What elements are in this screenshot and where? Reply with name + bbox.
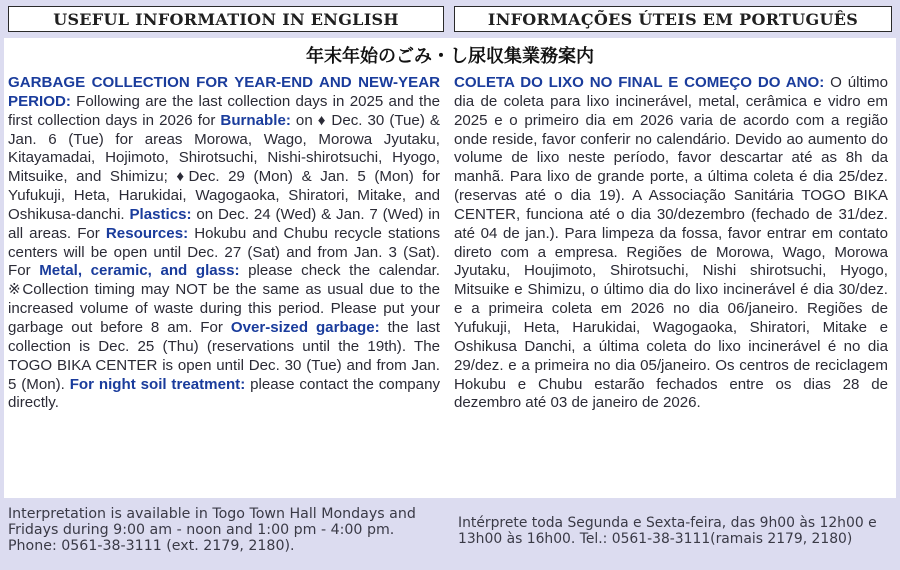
english-intro-text: Following are the last collection days in 2025 and the first collection days in 2026 for: [8, 92, 440, 129]
portuguese-section-header: INFORMAÇÕES ÚTEIS EM PORTUGUÊS: [454, 6, 892, 32]
english-section-header: USEFUL INFORMATION IN ENGLISH: [8, 6, 444, 32]
portuguese-heading: COLETA DO LIXO NO FINAL E COMEÇO DO ANO:: [454, 74, 825, 91]
oversized-garbage-heading: Over-sized garbage:: [230, 318, 380, 336]
oversized-garbage-text: the last collection is Dec. 25 (Thu) (reservations until the 19th). The TOGO BIKA CENTER is open until Dec. 30 (Tue) and from Jan. 5 (Mon).: [8, 318, 441, 393]
content-panel: [4, 38, 896, 498]
resources-heading: Resources:: [105, 224, 189, 242]
metal-ceramic-glass-heading: Metal, ceramic, and glass:: [39, 262, 240, 280]
portuguese-text: O último dia de coleta para lixo incinerável, metal, cerâmica e vidro em 2025 e o primeiro dia em 2026 varia de acordo com a região onde reside, favor conferir no calendário. Devido ao aumento do volume de lixo neste período, favor descartar até as 8h da manhã. Para lixo de grande porte, a última coleta é dia 25/dez. (reservas até o dia 19). A Associação Sanitária TOGO BIKA CENTER, funciona até o dia 30/dezembro (fechado de 31/dez. até 04 de jan.). Para limpeza da fossa, favor entrar em contato direto com a empresa. Regiões de Morowa, Wago, Morowa Jyutaku, Houjimoto, Shirotsuchi, Nishi shirotsuchi, Hyogo, Mitsuike e Shimizu, o último dia do lixo incinerável é dia 30/dez. e a primeira coleta em 2026 no dia 06/janeiro. Regiões de Yufukuji, Heta, Harukidai, Wagogaoka, Shiratori, Mitake e Oshikusa Danchi, a última coleta do lixo incinerável é no dia 29/dez. e a primeira no dia 05/janeiro. Os centros de reciclagem Hokubu e Chubu estarão fechados entre os dias 28 de dezembro até 03 de janeiro de 2026.: [454, 74, 888, 412]
japanese-title: 年末年始のごみ・し尿収集業務案内: [306, 46, 594, 67]
metal-ceramic-glass-text: please check the calendar. ※Collection timing may NOT be the same as usual due to the increased volume of waste during this period. Please put your garbage out before 8 am. For: [8, 262, 440, 336]
english-intro-heading: GARBAGE COLLECTION FOR YEAR-END AND NEW-YEAR PERIOD:: [8, 74, 440, 110]
english-interpretation-footer: Interpretation is available in Togo Town Hall Mondays and Fridays during 9:00 am - noon and 1:00 pm - 4:00 pm. Phone: 0561-38-3111 (ext. 2179, 2180).: [8, 506, 416, 554]
plastics-text: on Dec. 24 (Wed) & Jan. 7 (Wed) in all areas. For: [8, 205, 440, 242]
plastics-heading: Plastics:: [129, 205, 192, 223]
portuguese-interpretation-footer: Intérprete toda Segunda e Sexta-feira, das 9h00 às 12h00 e 13h00 às 16h00. Tel.: 0561-38-3111(ramais 2179, 2180): [458, 515, 877, 547]
burnable-heading: Burnable:: [220, 111, 291, 129]
burnable-text: on ♦ Dec. 30 (Tue) & Jan. 6 (Tue) for areas Morowa, Wago, Morowa Jyutaku, Kitayamadai, Hojimoto, Shirotsuchi, Nishi-shirotsuchi, Hyogo, Mitsuike, and Shimizu; ♦Dec. 29 (Mon) & Jan. 5 (Mon) for Yufukuji, Heta, Harukidai, Wagogaoka, Shiratori, Mitake, and Oshikusa-danchi.: [8, 111, 440, 223]
english-column: [8, 74, 440, 494]
night-soil-heading: For night soil treatment:: [69, 375, 246, 393]
night-soil-text: please contact the company directly.: [8, 375, 441, 412]
portuguese-column: [454, 74, 888, 494]
resources-text: Hokubu and Chubu recycle stations centers will be open until Dec. 27 (Sat) and from Jan. 3 (Sat). For: [8, 224, 440, 280]
